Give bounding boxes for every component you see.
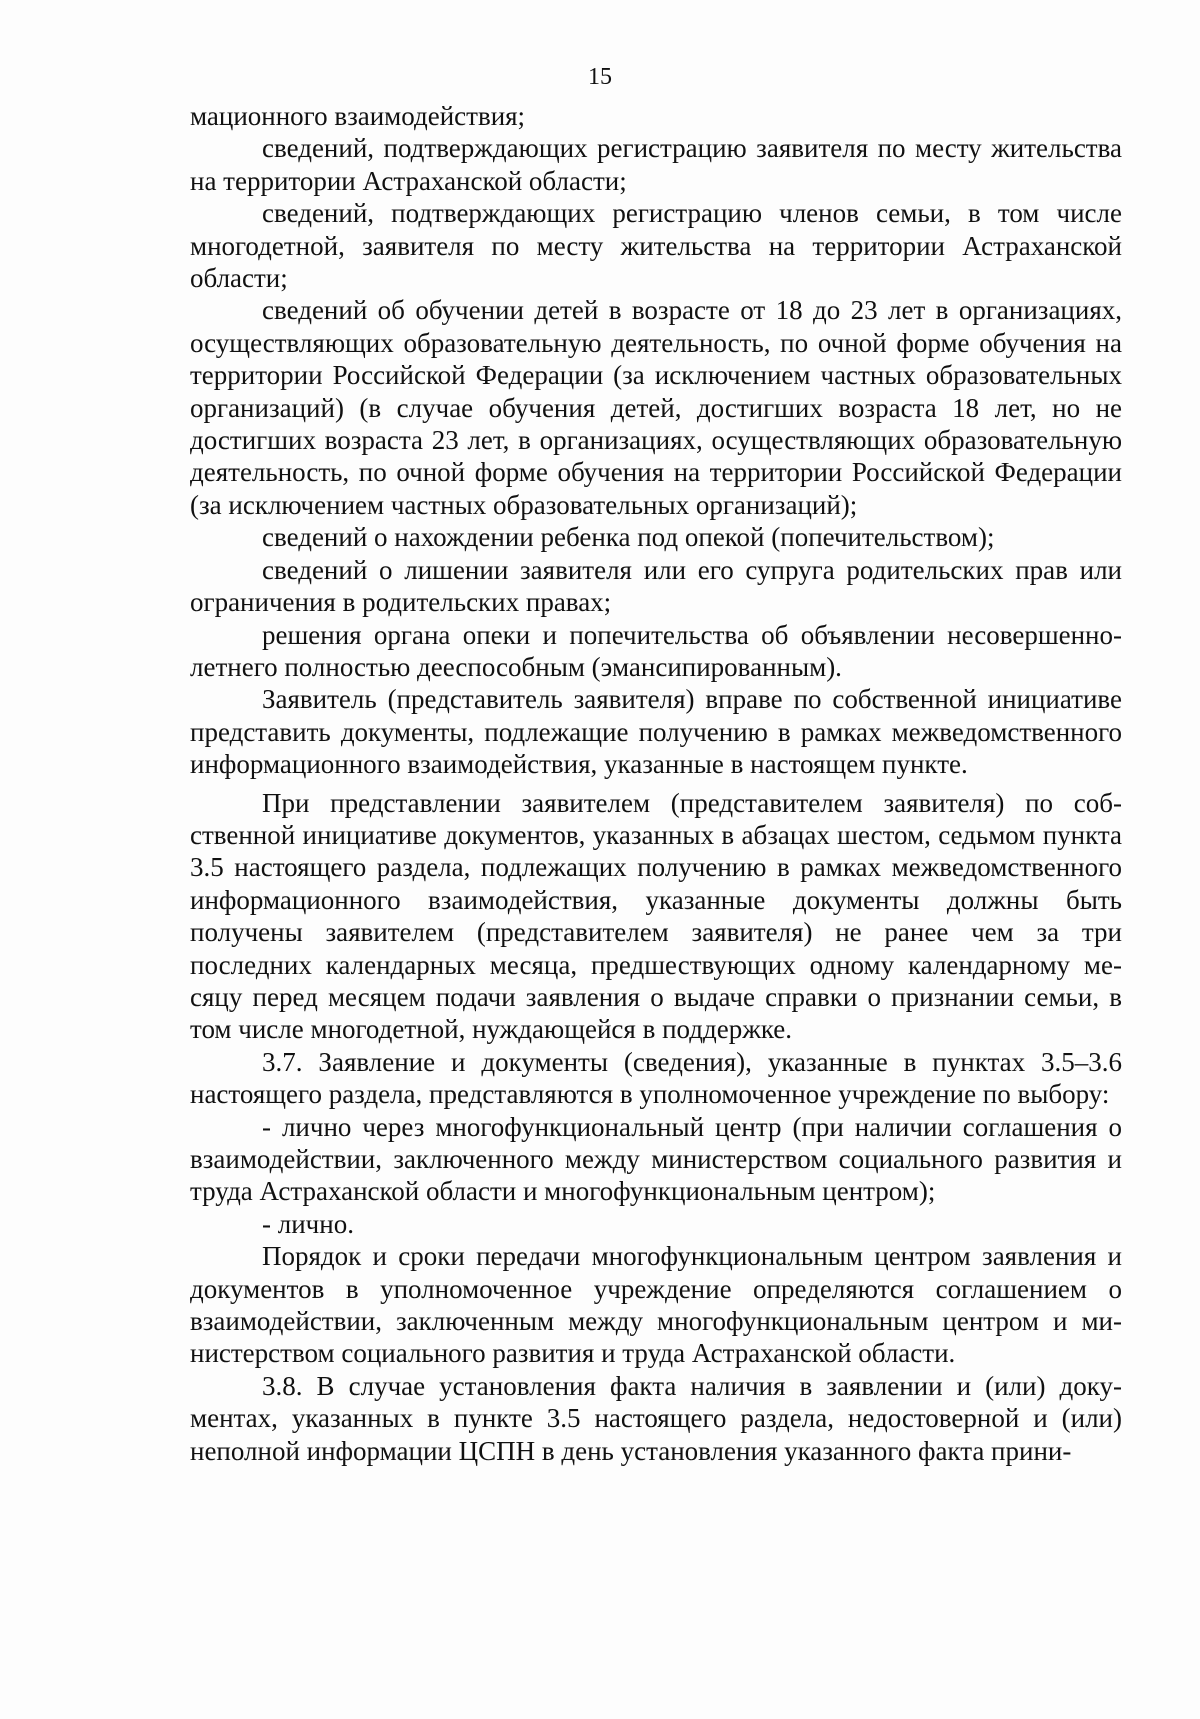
paragraph: - лично.: [262, 1208, 354, 1239]
paragraph: 3.7. Заявление и документы (сведения), указанные в пунктах 3.5–3.6 настоящего раздела, представляются в уполномоченное учреждение по выбору:: [190, 1046, 1122, 1110]
paragraph: сведений, подтверждающих регистрацию заявителя по месту жительства на территории Астраханской области;: [190, 133, 1122, 196]
paragraph: - лично через многофункциональный центр (при наличии соглашения о взаимодействии, заключенного между министерством социального развития и труда Астраханской области и многофункциональным центром);: [190, 1111, 1122, 1207]
paragraph: мационного взаимодействия;: [190, 101, 526, 131]
paragraph: решения органа опеки и попечительства об объявлении несовершеннолетнего полностью дееспособным (эмансипированным).: [190, 619, 1122, 682]
paragraph: сведений о нахождении ребенка под опекой (попечительством);: [262, 522, 995, 553]
paragraph: При представлении заявителем (представителем заявителя) по собственной инициативе документов, указанных в абзацах шестом, седьмом пункта 3.5 настоящего раздела, подлежащих получению в рамках межведомственного информационного взаимодействия, указанные документы должны быть получены заявителем (представителем заявителя) не ранее чем за три последних календарных месяца, предшествующих одному календарному месяцу перед месяцем подачи заявления о выдаче справки о признании семьи, в том числе многодетной, нуждающейся в поддержке.: [190, 787, 1122, 1045]
paragraph: сведений, подтверждающих регистрацию членов семьи, в том числе многодетной, заявителя по месту жительства на территории Астраханской области;: [190, 198, 1122, 294]
paragraph: сведений об обучении детей в возрасте от 18 до 23 лет в организациях, осуществляющих образовательную деятельность, по очной форме обучения на территории Российской Федерации (за исключением частных образовательных организаций) (в случае обучения детей, достигших возраста 18 лет, но не достигших возраста 23 лет, в организациях, осуществляющих образовательную деятельность, по очной форме обучения на территории Российской Федерации (за исключением частных образовательных организаций);: [190, 295, 1122, 520]
paragraph: Порядок и сроки передачи многофункциональным центром заявления и документов в уполномоченное учреждение определяются соглашением о взаимодействии, заключенным между многофункциональным центром и министерством социального развития и труда Астраханской области.: [190, 1241, 1122, 1369]
paragraph: 3.8. В случае установления факта наличия в заявлении и (или) документах, указанных в пункте 3.5 настоящего раздела, недостоверной и (или) неполной информации ЦСПН в день установления указанного факта прини-: [190, 1370, 1122, 1466]
paragraph: сведений о лишении заявителя или его супруга родительских прав или ограничения в родительских правах;: [190, 554, 1122, 618]
page-number: 15: [588, 64, 612, 90]
document-body: [190, 100, 1122, 1467]
paragraph: Заявитель (представитель заявителя) вправе по собственной инициативе представить документы, подлежащие получению в рамках межведомственного информационного взаимодействия, указанные в настоящем пункте.: [190, 684, 1122, 780]
